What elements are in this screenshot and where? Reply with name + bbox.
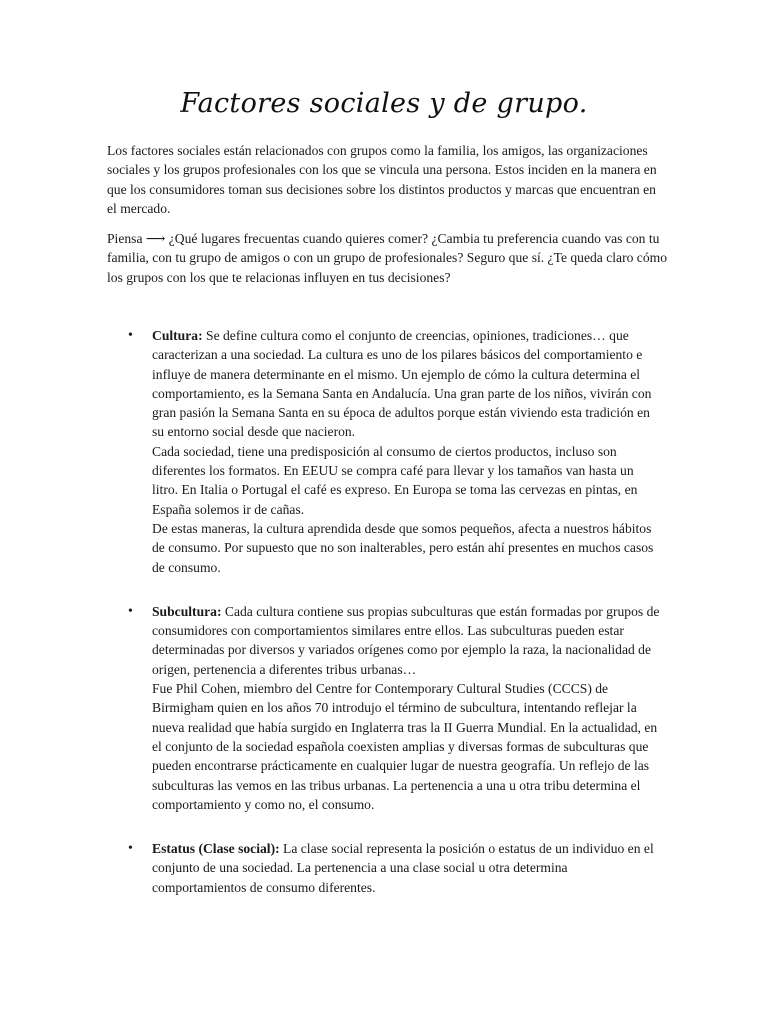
bullet-text: Cada cultura contiene sus propias subculturas que están formadas por grupos de consumidores con comportamientos similares entre ellos. Las subculturas pueden estar determinadas por diversos y variados orígenes como por ejemplo la raza, la nacionalidad de origen, pertenencia a diferentes tribus urbanas… bbox=[152, 603, 660, 677]
bullet-paragraph bbox=[152, 326, 662, 442]
page-title: Factores sociales y de grupo. bbox=[180, 88, 588, 119]
bullet-icon: • bbox=[128, 328, 133, 343]
bullet-term: Estatus (Clase social): bbox=[152, 841, 280, 857]
bullet-term: Subcultura: bbox=[152, 603, 222, 619]
bullet-paragraph bbox=[152, 839, 662, 897]
bullet-item-subcultura bbox=[0, 602, 662, 814]
bullet-item-estatus bbox=[0, 839, 662, 897]
bullet-paragraph bbox=[152, 602, 662, 679]
bullet-icon: • bbox=[128, 841, 133, 857]
bullet-item-cultura bbox=[0, 326, 662, 577]
bullet-text: Se define cultura como el conjunto de creencias, opiniones, tradiciones… que caracterizan a una sociedad. La cultura es uno de los pilares básicos del comportamiento e influye de manera determinante en el mismo. Un ejemplo de cómo la cultura determina el comportamiento, es la Semana Santa en Andalucía. Una gran parte de los niños, vivirán con gran pasión la Semana Santa en su época de adultos porque están viviendo esta tradición en su entorno social desde que nacieron. bbox=[152, 328, 652, 440]
intro-paragraph-1: Los factores sociales están relacionados con grupos como la familia, los amigos, las organizaciones sociales y los grupos profesionales con los que se vincula una persona. Estos inciden en la manera en que los consumidores toman sus decisiones sobre los distintos productos y marcas que encuentran en el mercado. bbox=[107, 143, 657, 216]
bullet-icon: • bbox=[128, 603, 133, 619]
bullet-paragraph: Cada sociedad, tiene una predisposición al consumo de ciertos productos, incluso son diferentes los formatos. En EEUU se compra café para llevar y los tamaños van hasta un litro. En Italia o Portugal el café es expreso. En Europa se toma las cervezas en pintas, en España solemos ir de cañas. bbox=[152, 443, 638, 517]
bullet-text: La clase social representa la posición o estatus de un individuo en el conjunto de una sociedad. La pertenencia a una clase social u otra determina comportamientos de consumo diferentes. bbox=[152, 841, 654, 895]
intro-paragraph-2: Piensa ⟶ ¿Qué lugares frecuentas cuando quieres comer? ¿Cambia tu preferencia cuando vas con tu familia, con tu grupo de amigos o con un grupo de profesionales? Seguro que sí. ¿Te queda claro cómo los grupos con los que te relacionas influyen en tus decisiones? bbox=[107, 231, 668, 285]
bullet-paragraph: De estas maneras, la cultura aprendida desde que somos pequeños, afecta a nuestros hábitos de consumo. Por supuesto que no son inalterables, pero están ahí presentes en muchos casos de consumo. bbox=[152, 520, 654, 575]
bullet-term: Cultura: bbox=[152, 328, 203, 343]
bullet-list bbox=[0, 326, 768, 922]
bullet-paragraph: Fue Phil Cohen, miembro del Centre for Contemporary Cultural Studies (CCCS) de Birmigham quien en los años 70 introdujo el término de subcultura, intentando reflejar la nueva realidad que había surgido en Inglaterra tras la II Guerra Mundial. En la actualidad, en el conjunto de la sociedad española coexisten amplias y diversas formas de subculturas que pueden encontrarse prácticamente en cualquier lugar de nuestra geografía. Un reflejo de las subculturas las vemos en las tribus urbanas. La pertenencia a una u otra tribu determina el comportamiento y como no, el consumo. bbox=[152, 681, 658, 812]
